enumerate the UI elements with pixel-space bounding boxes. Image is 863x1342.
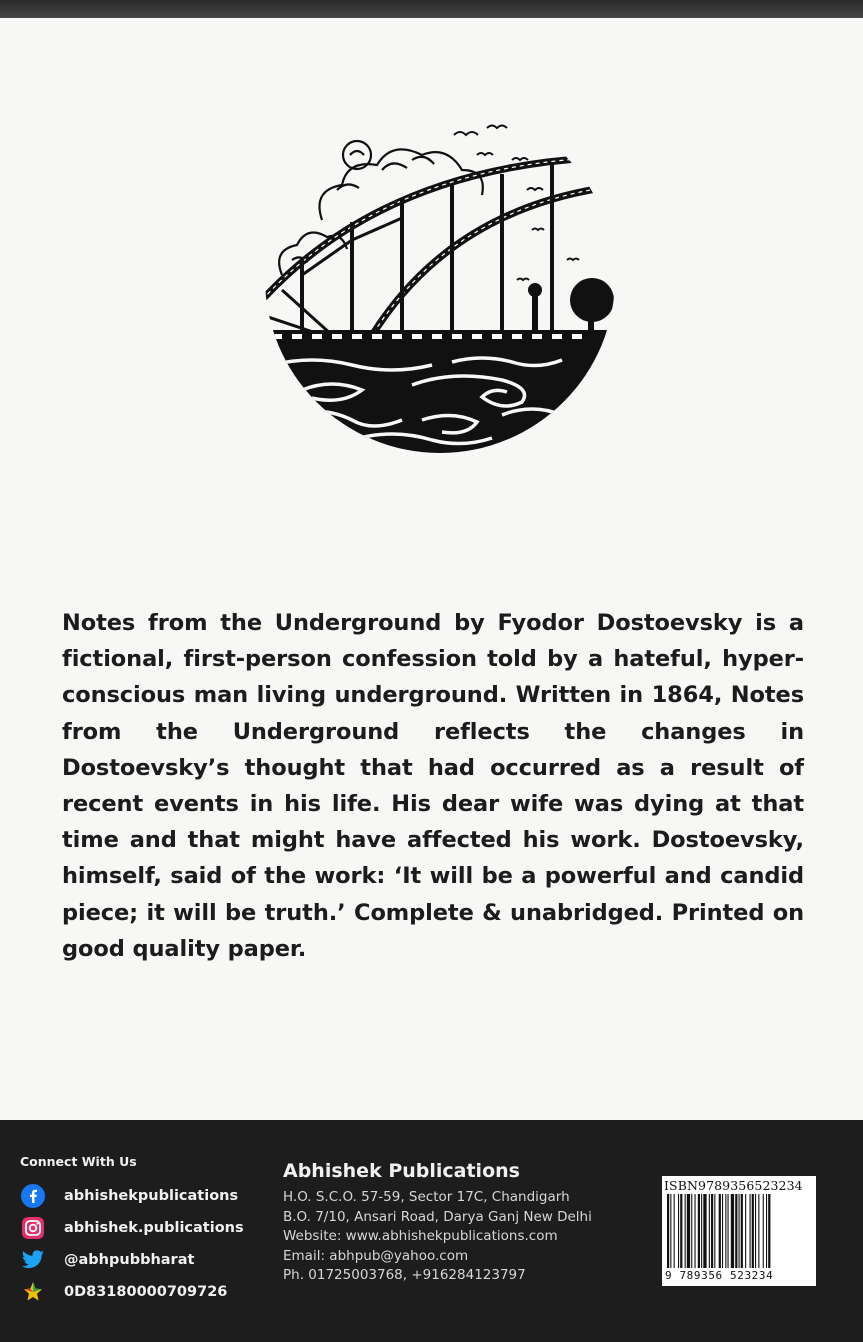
twitter-handle: @abhpubbharat — [64, 1252, 195, 1268]
footer-band — [0, 1120, 863, 1342]
publisher-email[interactable]: Email: abhpub@yahoo.com — [283, 1247, 469, 1264]
top-edge — [0, 0, 863, 18]
publisher-website[interactable]: Website: www.abhishekpublications.com — [283, 1228, 558, 1244]
barcode-bars — [666, 1194, 812, 1268]
facebook-icon — [20, 1183, 46, 1209]
publisher-address-bo: B.O. 7/10, Ansari Road, Darya Ganj New Delhi — [283, 1208, 592, 1225]
social-item-twitter[interactable] — [20, 1244, 260, 1276]
isbn-label: ISBN9789356523234 — [664, 1178, 803, 1193]
instagram-icon — [20, 1215, 46, 1241]
publisher-address-ho: H.O. S.C.O. 57-59, Sector 17C, Chandigarh — [283, 1189, 570, 1205]
star-icon — [20, 1279, 46, 1305]
social-item-facebook[interactable] — [20, 1180, 260, 1212]
social-item-id[interactable] — [20, 1276, 260, 1308]
isbn-barcode — [662, 1176, 816, 1286]
connect-title: Connect With Us — [20, 1154, 137, 1169]
social-item-instagram[interactable] — [20, 1212, 260, 1244]
social-links — [20, 1180, 260, 1308]
publisher-info — [283, 1160, 643, 1286]
book-description: Notes from the Underground by Fyodor Dostoevsky is a fictional, first-person confession told by a hateful, hyper-conscious man living underground. Written in 1864, Notes from the Underground reflects the changes in Dostoevsky’s thought that had occurred as a result of recent events in his life. His dear wife was dying at that time and that might have affected his work. Dostoevsky, himself, said of the work: ‘It will be a powerful and candid piece; it will be truth.’ Complete & unabridged. Printed on good quality paper. — [62, 610, 804, 962]
instagram-handle: abhishek.publications — [64, 1220, 244, 1236]
facebook-handle: abhishekpublications — [64, 1188, 239, 1204]
twitter-icon — [20, 1247, 46, 1273]
publisher-name: Abhishek Publications — [283, 1160, 520, 1182]
account-id: 0D83180000709726 — [64, 1284, 228, 1300]
bridge-illustration — [262, 100, 618, 456]
publisher-phone: Ph. 01725003768, +916284123797 — [283, 1267, 526, 1283]
isbn-digits: 9 789356 523234 — [665, 1269, 774, 1282]
